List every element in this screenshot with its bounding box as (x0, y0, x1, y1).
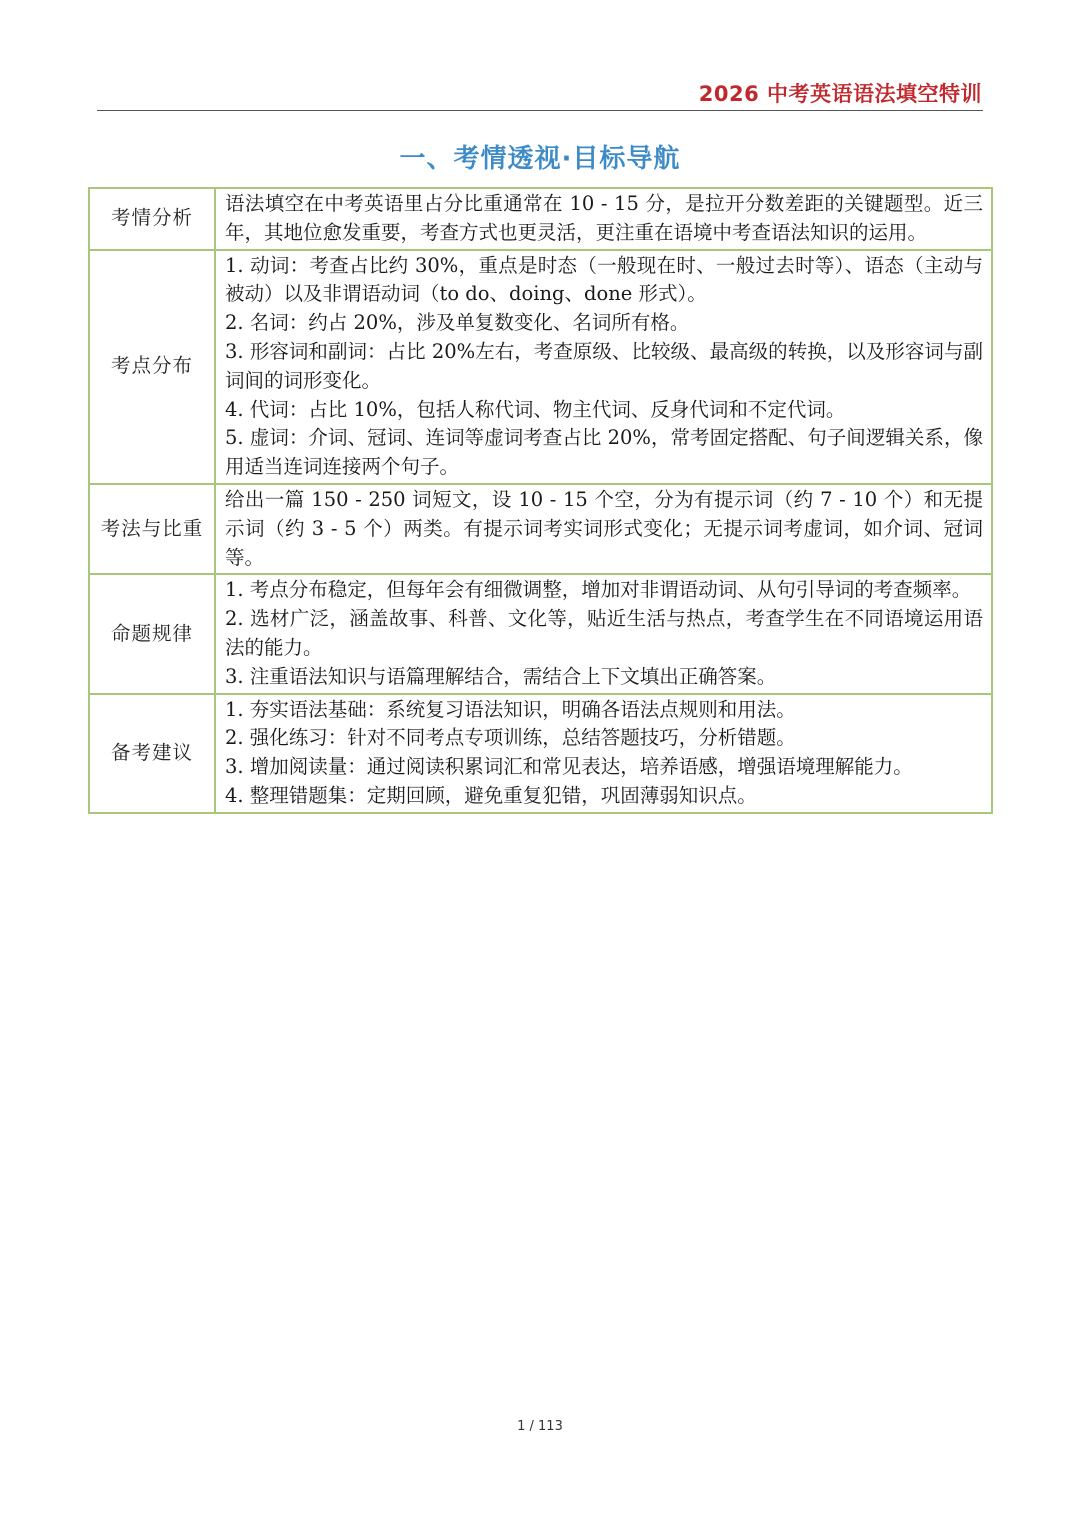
content-line: 1. 动词：考查占比约 30%，重点是时态（一般现在时、一般过去时等）、语态（主动与被动）以及非谓语动词（to do、doing、done 形式）。 (225, 253, 983, 306)
row-label: 备考建议 (89, 694, 215, 813)
document-header-title: 2026 中考英语语法填空特训 (698, 82, 982, 106)
row-label: 考情分析 (89, 188, 215, 250)
header-divider (97, 110, 983, 111)
table-row-topic-distribution (89, 250, 992, 484)
row-content (215, 188, 992, 250)
row-label: 考法与比重 (89, 484, 215, 574)
content-line: 3. 注重语法知识与语篇理解结合，需结合上下文填出正确答案。 (225, 664, 777, 688)
row-label: 考点分布 (89, 250, 215, 484)
content-line: 4. 代词：占比 10%，包括人称代词、物主代词、反身代词和不定代词。 (225, 397, 846, 421)
content-line: 1. 考点分布稳定，但每年会有细微调整，增加对非谓语动词、从句引导词的考查频率。 (225, 578, 972, 602)
content-line: 语法填空在中考英语里占分比重通常在 10 - 15 分，是拉开分数差距的关键题型。近三年，其地位愈发重要，考查方式也更灵活，更注重在语境中考查语法知识的运用。 (225, 192, 983, 244)
row-label: 命题规律 (89, 574, 215, 693)
content-line: 5. 虚词：介词、冠词、连词等虚词考查占比 20%，常考固定搭配、句子间逻辑关系，像用适当连词连接两个句子。 (225, 426, 983, 479)
page-number: 1 / 113 (517, 1419, 563, 1434)
content-line: 2. 选材广泛，涵盖故事、科普、文化等，贴近生活与热点，考查学生在不同语境运用语法的能力。 (225, 607, 983, 659)
content-line: 2. 强化练习：针对不同考点专项训练，总结答题技巧，分析错题。 (225, 726, 796, 750)
table-row-prep-advice (89, 694, 992, 813)
content-line: 3. 增加阅读量：通过阅读积累词汇和常见表达，培养语感，增强语境理解能力。 (225, 755, 913, 779)
row-content (215, 484, 992, 574)
table-row-exam-analysis (89, 188, 992, 250)
section-title: 一、考情透视·目标导航 (399, 144, 681, 174)
content-line: 1. 夯实语法基础：系统复习语法知识，明确各语法点规则和用法。 (225, 697, 796, 721)
row-content (215, 250, 992, 484)
row-content (215, 694, 992, 813)
exam-overview-table (88, 187, 993, 814)
table-row-format-weight (89, 484, 992, 574)
table-row-question-patterns (89, 574, 992, 693)
content-line: 4. 整理错题集：定期回顾，避免重复犯错，巩固薄弱知识点。 (225, 783, 757, 807)
row-content (215, 574, 992, 693)
content-line: 3. 形容词和副词：占比 20%左右，考查原级、比较级、最高级的转换，以及形容词与副词间的词形变化。 (225, 339, 983, 392)
content-line: 2. 名词：约占 20%，涉及单复数变化、名词所有格。 (225, 311, 690, 335)
content-line: 给出一篇 150 - 250 词短文，设 10 - 15 个空，分为有提示词（约 7 - 10 个）和无提示词（约 3 - 5 个）两类。有提示词考实词形式变化；无提示词考虚词，如介词、冠词等。 (225, 487, 983, 569)
